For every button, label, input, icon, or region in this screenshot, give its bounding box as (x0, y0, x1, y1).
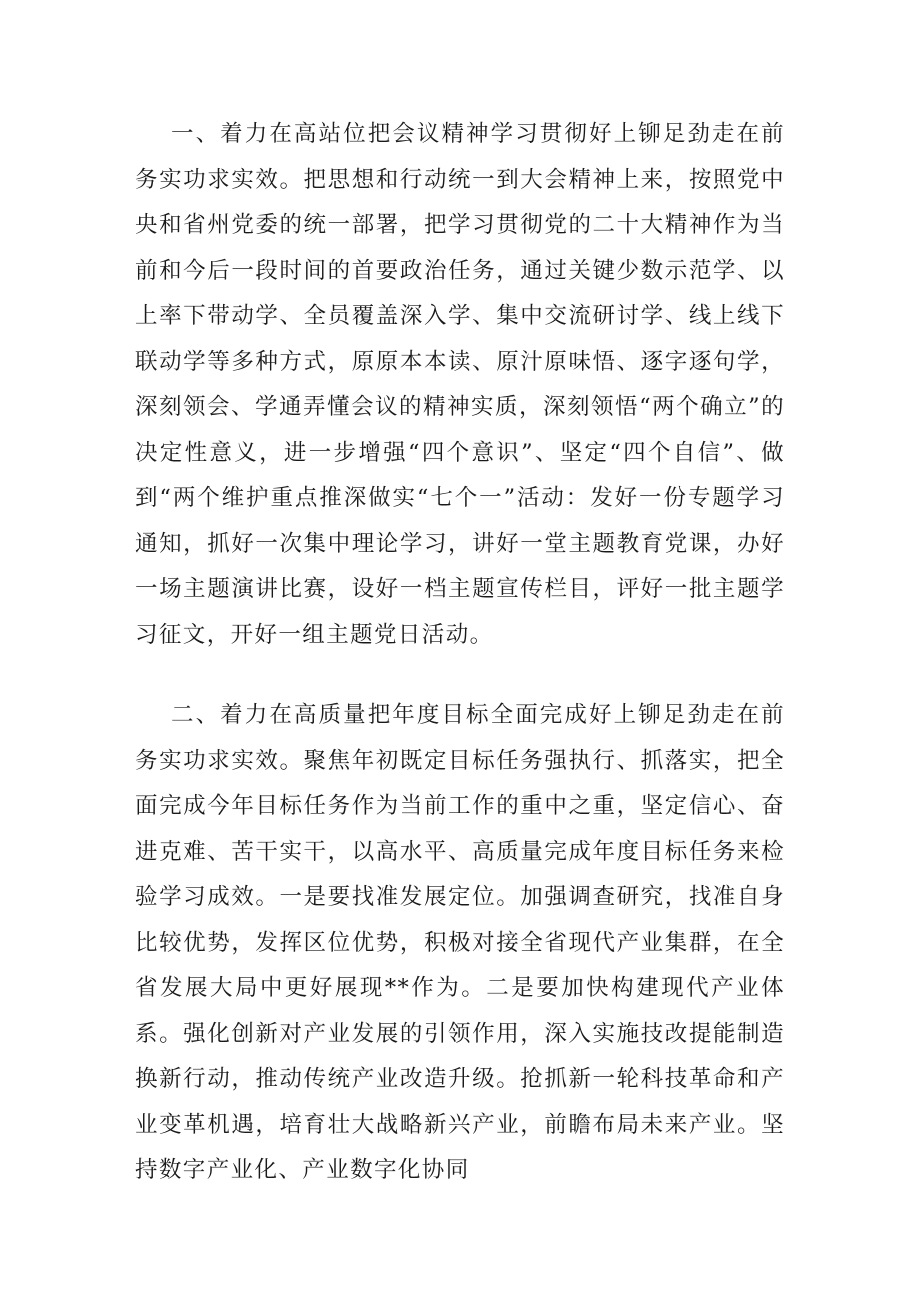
paragraph-2: 二、着力在高质量把年度目标全面完成好上铆足劲走在前务实功求实效。聚焦年初既定目标任务强执行、抓落实，把全面完成今年目标任务作为当前工作的重中之重，坚定信心、奋进克难、苦干实干，以高水平、高质量完成年度目标任务来检验学习成效。一是要找准发展定位。加强调查研究，找准自身比较优势，发挥区位优势，积极对接全省现代产业集群，在全省发展大局中更好展现**作为。二是要加快构建现代产业体系。强化创新对产业发展的引领作用，深入实施技改提能制造换新行动，推动传统产业改造升级。抢抓新一轮科技革命和产业变革机遇，培育壮大战略新兴产业，前瞻布局未来产业。坚持数字产业化、产业数字化协同 (135, 702, 785, 1183)
paragraph-1: 一、着力在高站位把会议精神学习贯彻好上铆足劲走在前务实功求实效。把思想和行动统一到大会精神上来，按照党中央和省州党委的统一部署，把学习贯彻党的二十大精神作为当前和今后一段时间的首要政治任务，通过关键少数示范学、以上率下带动学、全员覆盖深入学、集中交流研讨学、线上线下联动学等多种方式，原原本本读、原汁原味悟、逐字逐句学，深刻领会、学通弄懂会议的精神实质，深刻领悟“两个确立”的决定性意义，进一步增强“四个意识”、坚定“四个自信”、做到“两个维护重点推深做实“七个一”活动：发好一份专题学习通知，抓好一次集中理论学习，讲好一堂主题教育党课，办好一场主题演讲比赛，设好一档主题宣传栏目，评好一批主题学习征文，开好一组主题党日活动。 (135, 121, 785, 648)
